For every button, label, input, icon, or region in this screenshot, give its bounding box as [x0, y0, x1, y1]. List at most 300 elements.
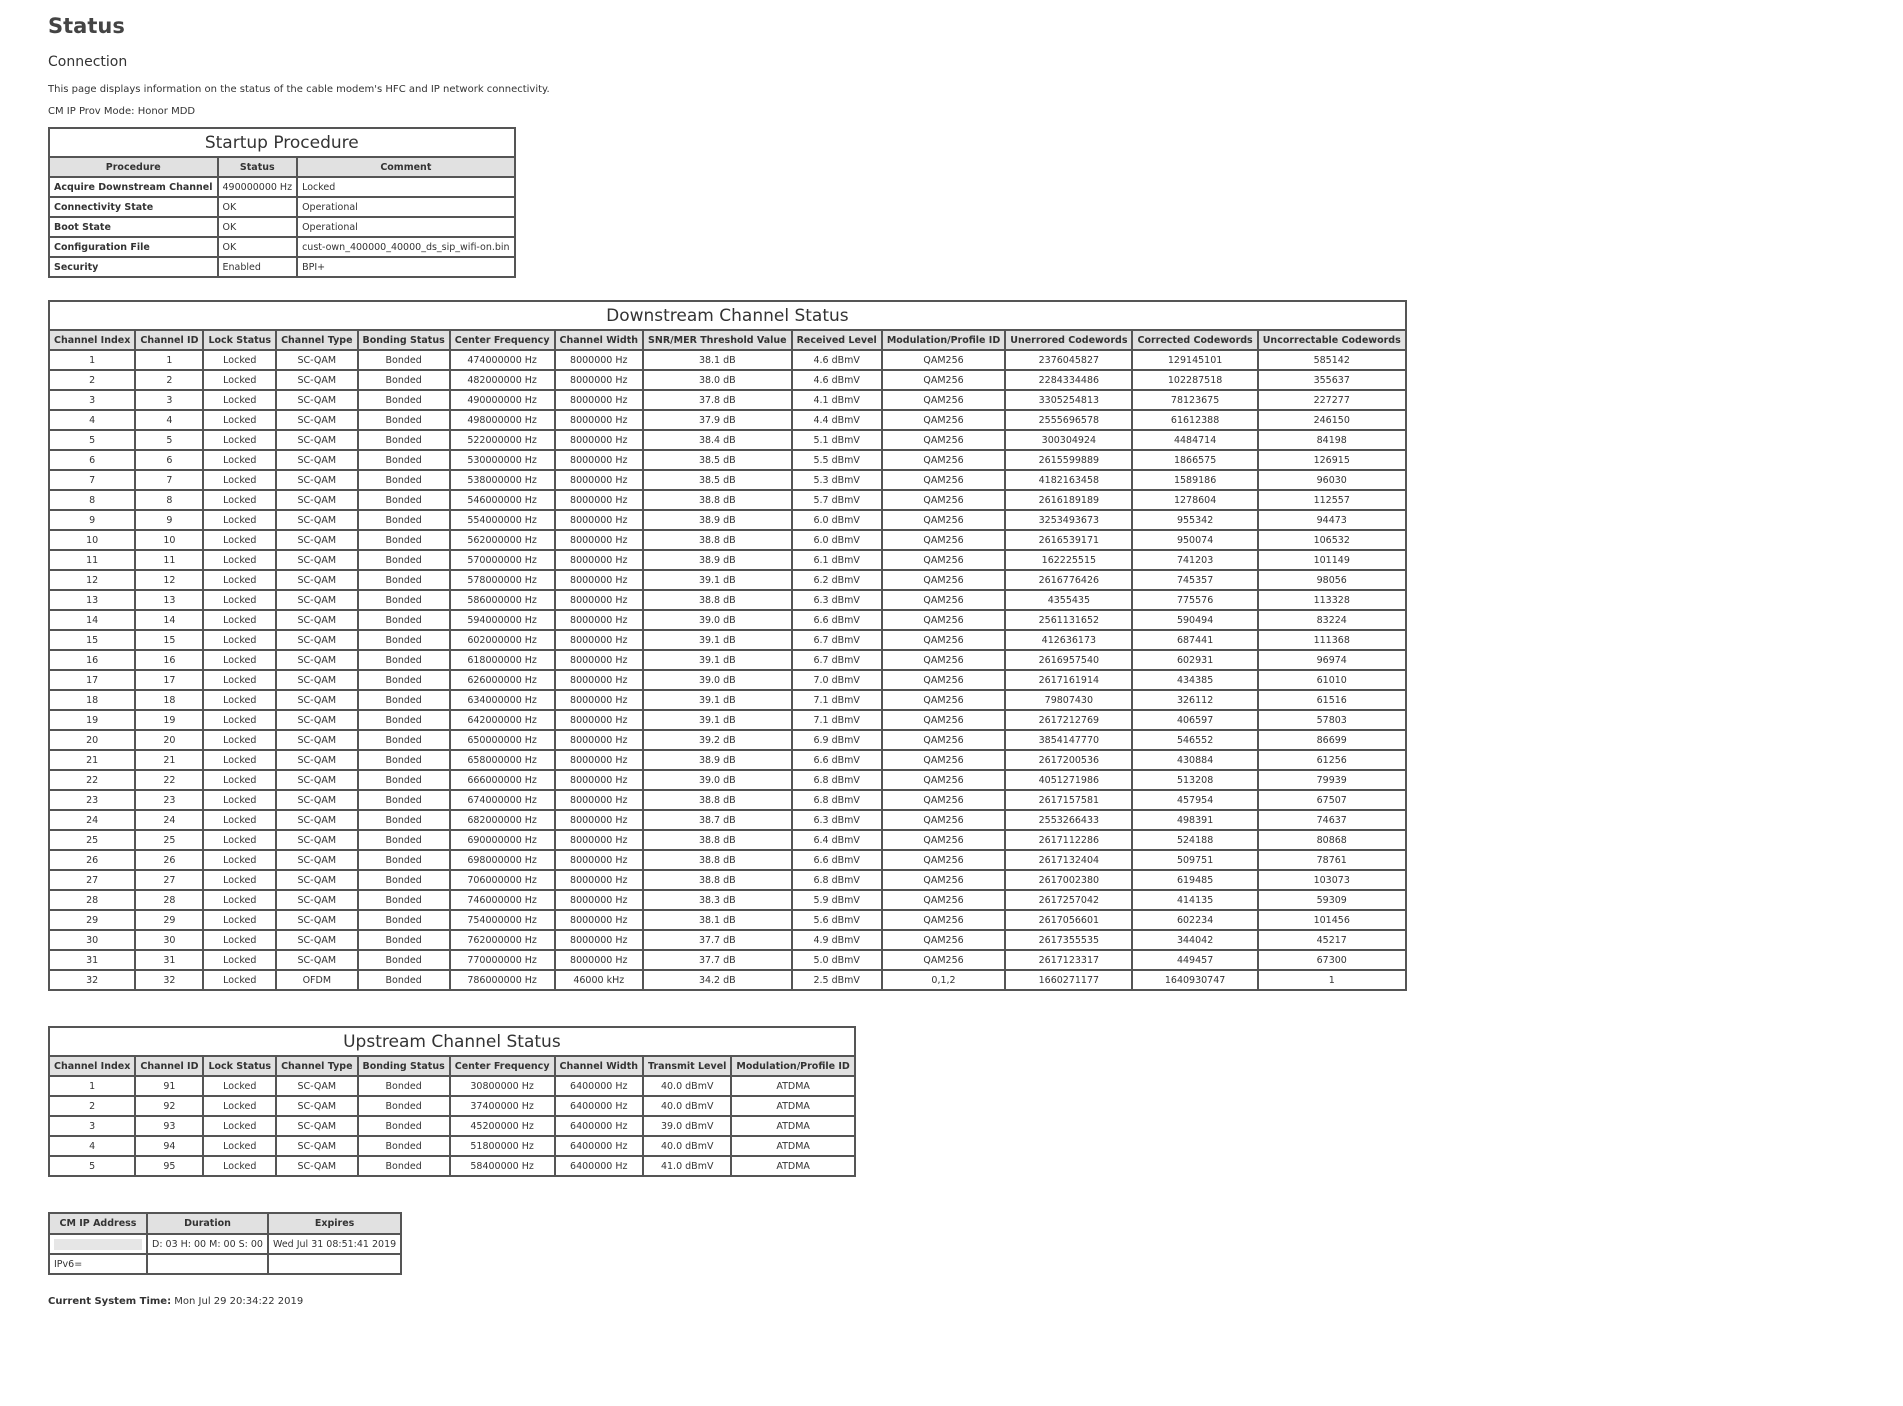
downstream-cell: 706000000 Hz: [450, 870, 555, 890]
downstream-cell: 1866575: [1132, 450, 1257, 470]
downstream-cell: 84198: [1258, 430, 1406, 450]
downstream-cell: Bonded: [358, 870, 450, 890]
downstream-cell: 498391: [1132, 810, 1257, 830]
downstream-cell: 490000000 Hz: [450, 390, 555, 410]
downstream-cell: SC-QAM: [276, 410, 357, 430]
downstream-cell: 8000000 Hz: [555, 710, 644, 730]
downstream-cell: 8000000 Hz: [555, 830, 644, 850]
downstream-cell: 6.0 dBmV: [792, 530, 882, 550]
table-row: [49, 350, 1406, 370]
downstream-cell: 37.9 dB: [643, 410, 792, 430]
downstream-cell: QAM256: [882, 530, 1005, 550]
downstream-cell: QAM256: [882, 610, 1005, 630]
downstream-cell: 2616539171: [1005, 530, 1132, 550]
downstream-cell: SC-QAM: [276, 430, 357, 450]
downstream-cell: 2553266433: [1005, 810, 1132, 830]
downstream-cell: Locked: [203, 930, 276, 950]
downstream-cell: 786000000 Hz: [450, 970, 555, 990]
table-row: [49, 850, 1406, 870]
downstream-cell: 8000000 Hz: [555, 530, 644, 550]
downstream-cell: QAM256: [882, 750, 1005, 770]
downstream-cell: Locked: [203, 970, 276, 990]
downstream-cell: 80868: [1258, 830, 1406, 850]
downstream-cell: 79939: [1258, 770, 1406, 790]
downstream-cell: 102287518: [1132, 370, 1257, 390]
downstream-cell: 8000000 Hz: [555, 770, 644, 790]
downstream-cell: 27: [135, 870, 203, 890]
downstream-cell: SC-QAM: [276, 790, 357, 810]
downstream-header-2: Lock Status: [203, 330, 276, 350]
downstream-cell: QAM256: [882, 850, 1005, 870]
downstream-cell: 4051271986: [1005, 770, 1132, 790]
downstream-cell: QAM256: [882, 570, 1005, 590]
downstream-cell: 355637: [1258, 370, 1406, 390]
downstream-cell: 15: [49, 630, 135, 650]
downstream-cell: 690000000 Hz: [450, 830, 555, 850]
table-row: [49, 790, 1406, 810]
downstream-cell: 530000000 Hz: [450, 450, 555, 470]
table-row: [49, 177, 515, 197]
downstream-cell: Bonded: [358, 770, 450, 790]
downstream-cell: 594000000 Hz: [450, 610, 555, 630]
startup-cell: Acquire Downstream Channel: [49, 177, 218, 197]
downstream-cell: 578000000 Hz: [450, 570, 555, 590]
downstream-cell: 16: [135, 650, 203, 670]
downstream-cell: 642000000 Hz: [450, 710, 555, 730]
downstream-cell: 775576: [1132, 590, 1257, 610]
downstream-cell: 762000000 Hz: [450, 930, 555, 950]
downstream-cell: Locked: [203, 810, 276, 830]
system-time-value: Mon Jul 29 20:34:22 2019: [174, 1296, 304, 1307]
downstream-cell: 8000000 Hz: [555, 910, 644, 930]
downstream-cell: 8000000 Hz: [555, 490, 644, 510]
downstream-cell: 522000000 Hz: [450, 430, 555, 450]
downstream-cell: 6.3 dBmV: [792, 810, 882, 830]
downstream-cell: QAM256: [882, 590, 1005, 610]
downstream-cell: Locked: [203, 550, 276, 570]
downstream-header-10: Unerrored Codewords: [1005, 330, 1132, 350]
downstream-cell: 39.1 dB: [643, 630, 792, 650]
upstream-cell: SC-QAM: [276, 1076, 357, 1096]
downstream-cell: 618000000 Hz: [450, 650, 555, 670]
downstream-cell: 8000000 Hz: [555, 670, 644, 690]
downstream-cell: 8000000 Hz: [555, 350, 644, 370]
downstream-cell: 13: [135, 590, 203, 610]
downstream-header-6: Channel Width: [555, 330, 644, 350]
downstream-cell: 7.0 dBmV: [792, 670, 882, 690]
downstream-cell: SC-QAM: [276, 610, 357, 630]
downstream-cell: Bonded: [358, 730, 450, 750]
downstream-cell: 9: [135, 510, 203, 530]
upstream-cell: SC-QAM: [276, 1096, 357, 1116]
downstream-cell: 546000000 Hz: [450, 490, 555, 510]
downstream-cell: 38.0 dB: [643, 370, 792, 390]
downstream-cell: SC-QAM: [276, 450, 357, 470]
downstream-cell: QAM256: [882, 790, 1005, 810]
downstream-cell: 326112: [1132, 690, 1257, 710]
downstream-cell: 28: [135, 890, 203, 910]
downstream-cell: 955342: [1132, 510, 1257, 530]
downstream-cell: 78761: [1258, 850, 1406, 870]
upstream-cell: Bonded: [358, 1136, 450, 1156]
downstream-cell: QAM256: [882, 770, 1005, 790]
downstream-cell: 38.3 dB: [643, 890, 792, 910]
downstream-cell: Locked: [203, 670, 276, 690]
table-row: [49, 970, 1406, 990]
downstream-cell: 2376045827: [1005, 350, 1132, 370]
downstream-cell: 38.8 dB: [643, 490, 792, 510]
upstream-cell: 93: [135, 1116, 203, 1136]
downstream-cell: 602234: [1132, 910, 1257, 930]
downstream-header-1: Channel ID: [135, 330, 203, 350]
downstream-cell: 31: [49, 950, 135, 970]
downstream-cell: 39.0 dB: [643, 670, 792, 690]
downstream-cell: Locked: [203, 790, 276, 810]
downstream-cell: 474000000 Hz: [450, 350, 555, 370]
downstream-cell: 31: [135, 950, 203, 970]
downstream-cell: 2: [135, 370, 203, 390]
table-row: [49, 1156, 855, 1176]
downstream-cell: 770000000 Hz: [450, 950, 555, 970]
downstream-cell: 8000000 Hz: [555, 610, 644, 630]
startup-cell: OK: [218, 197, 298, 217]
downstream-cell: 45217: [1258, 930, 1406, 950]
downstream-cell: QAM256: [882, 370, 1005, 390]
downstream-cell: 39.2 dB: [643, 730, 792, 750]
downstream-cell: QAM256: [882, 490, 1005, 510]
downstream-cell: SC-QAM: [276, 530, 357, 550]
downstream-cell: 39.0 dB: [643, 610, 792, 630]
downstream-cell: 3253493673: [1005, 510, 1132, 530]
upstream-header-7: Transmit Level: [643, 1056, 731, 1076]
upstream-cell: ATDMA: [731, 1156, 854, 1176]
downstream-cell: 8000000 Hz: [555, 690, 644, 710]
table-row: [49, 1234, 401, 1254]
startup-procedure-table: [48, 127, 516, 278]
downstream-cell: 2617200536: [1005, 750, 1132, 770]
downstream-cell: 29: [49, 910, 135, 930]
downstream-cell: 11: [135, 550, 203, 570]
downstream-cell: QAM256: [882, 950, 1005, 970]
downstream-cell: 682000000 Hz: [450, 810, 555, 830]
upstream-cell: 2: [49, 1096, 135, 1116]
downstream-cell: 19: [49, 710, 135, 730]
downstream-cell: 67507: [1258, 790, 1406, 810]
downstream-cell: 9: [49, 510, 135, 530]
downstream-cell: 24: [49, 810, 135, 830]
downstream-cell: 5.6 dBmV: [792, 910, 882, 930]
downstream-cell: 20: [135, 730, 203, 750]
downstream-cell: 30: [135, 930, 203, 950]
downstream-cell: 29: [135, 910, 203, 930]
downstream-cell: SC-QAM: [276, 550, 357, 570]
downstream-cell: 30: [49, 930, 135, 950]
downstream-cell: Bonded: [358, 830, 450, 850]
downstream-cell: Bonded: [358, 550, 450, 570]
downstream-cell: 2555696578: [1005, 410, 1132, 430]
downstream-cell: 482000000 Hz: [450, 370, 555, 390]
downstream-cell: 2617355535: [1005, 930, 1132, 950]
downstream-cell: 129145101: [1132, 350, 1257, 370]
downstream-cell: 2: [49, 370, 135, 390]
upstream-cell: 6400000 Hz: [555, 1096, 644, 1116]
downstream-cell: Bonded: [358, 590, 450, 610]
downstream-cell: 6.7 dBmV: [792, 630, 882, 650]
downstream-cell: 6.3 dBmV: [792, 590, 882, 610]
table-row: [49, 630, 1406, 650]
downstream-cell: Bonded: [358, 710, 450, 730]
startup-cell: 490000000 Hz: [218, 177, 298, 197]
table-row: [49, 470, 1406, 490]
downstream-cell: Locked: [203, 950, 276, 970]
startup-cell: Boot State: [49, 217, 218, 237]
downstream-cell: 513208: [1132, 770, 1257, 790]
downstream-cell: 103073: [1258, 870, 1406, 890]
downstream-cell: 94473: [1258, 510, 1406, 530]
downstream-cell: 1: [135, 350, 203, 370]
downstream-cell: 344042: [1132, 930, 1257, 950]
downstream-cell: 414135: [1132, 890, 1257, 910]
downstream-cell: 2617112286: [1005, 830, 1132, 850]
downstream-cell: QAM256: [882, 730, 1005, 750]
downstream-header-5: Center Frequency: [450, 330, 555, 350]
downstream-cell: 8000000 Hz: [555, 810, 644, 830]
downstream-cell: Locked: [203, 870, 276, 890]
table-row: [49, 550, 1406, 570]
downstream-header-12: Uncorrectable Codewords: [1258, 330, 1406, 350]
downstream-cell: Locked: [203, 710, 276, 730]
downstream-cell: SC-QAM: [276, 370, 357, 390]
downstream-cell: 5.1 dBmV: [792, 430, 882, 450]
table-row: [49, 690, 1406, 710]
downstream-cell: 46000 kHz: [555, 970, 644, 990]
downstream-cell: 412636173: [1005, 630, 1132, 650]
redacted-ip-address: [54, 1239, 142, 1250]
downstream-cell: 7: [135, 470, 203, 490]
table-row: [49, 1076, 855, 1096]
downstream-cell: 83224: [1258, 610, 1406, 630]
table-row: [49, 590, 1406, 610]
table-row: [49, 197, 515, 217]
downstream-cell: 538000000 Hz: [450, 470, 555, 490]
downstream-cell: 14: [135, 610, 203, 630]
downstream-cell: 3305254813: [1005, 390, 1132, 410]
downstream-cell: 602000000 Hz: [450, 630, 555, 650]
downstream-cell: SC-QAM: [276, 650, 357, 670]
downstream-cell: Bonded: [358, 910, 450, 930]
table-row: [49, 670, 1406, 690]
upstream-header-0: Channel Index: [49, 1056, 135, 1076]
downstream-cell: 7: [49, 470, 135, 490]
downstream-cell: QAM256: [882, 550, 1005, 570]
cmip-header-0: CM IP Address: [49, 1213, 147, 1234]
downstream-cell: Bonded: [358, 510, 450, 530]
system-time-label: Current System Time:: [48, 1296, 172, 1307]
downstream-cell: 23: [135, 790, 203, 810]
table-row: [49, 890, 1406, 910]
downstream-cell: SC-QAM: [276, 390, 357, 410]
upstream-cell: 40.0 dBmV: [643, 1136, 731, 1156]
downstream-cell: 38.5 dB: [643, 450, 792, 470]
startup-cell: Security: [49, 257, 218, 277]
downstream-cell: SC-QAM: [276, 890, 357, 910]
downstream-cell: 8000000 Hz: [555, 650, 644, 670]
table-header-row: [49, 1213, 401, 1234]
table-row: [49, 810, 1406, 830]
downstream-cell: SC-QAM: [276, 510, 357, 530]
upstream-cell: ATDMA: [731, 1076, 854, 1096]
downstream-cell: 4.9 dBmV: [792, 930, 882, 950]
downstream-cell: SC-QAM: [276, 750, 357, 770]
table-row: [49, 490, 1406, 510]
downstream-cell: Locked: [203, 610, 276, 630]
downstream-cell: 5.3 dBmV: [792, 470, 882, 490]
downstream-cell: 6.8 dBmV: [792, 790, 882, 810]
downstream-cell: 8000000 Hz: [555, 550, 644, 570]
startup-cell: OK: [218, 237, 298, 257]
downstream-cell: 8: [49, 490, 135, 510]
downstream-cell: 39.1 dB: [643, 690, 792, 710]
downstream-cell: 524188: [1132, 830, 1257, 850]
upstream-cell: ATDMA: [731, 1096, 854, 1116]
downstream-cell: 13: [49, 590, 135, 610]
downstream-cell: 619485: [1132, 870, 1257, 890]
upstream-header-2: Lock Status: [203, 1056, 276, 1076]
page-description: This page displays information on the status of the cable modem's HFC and IP network connectivity.: [48, 84, 550, 95]
downstream-cell: 27: [49, 870, 135, 890]
downstream-channel-table: [48, 300, 1407, 991]
upstream-cell: 30800000 Hz: [450, 1076, 555, 1096]
downstream-cell: 585142: [1258, 350, 1406, 370]
downstream-cell: 3: [135, 390, 203, 410]
prov-mode: CM IP Prov Mode: Honor MDD: [48, 106, 196, 117]
downstream-cell: 17: [135, 670, 203, 690]
upstream-cell: 92: [135, 1096, 203, 1116]
table-row: [49, 750, 1406, 770]
downstream-cell: QAM256: [882, 910, 1005, 930]
downstream-cell: Bonded: [358, 670, 450, 690]
downstream-cell: 8000000 Hz: [555, 890, 644, 910]
downstream-cell: 10: [135, 530, 203, 550]
downstream-cell: 38.8 dB: [643, 530, 792, 550]
downstream-cell: 22: [135, 770, 203, 790]
cm-ip-address-value: [49, 1234, 147, 1254]
upstream-cell: Locked: [203, 1156, 276, 1176]
downstream-cell: QAM256: [882, 690, 1005, 710]
downstream-cell: 6.8 dBmV: [792, 870, 882, 890]
downstream-cell: SC-QAM: [276, 850, 357, 870]
downstream-cell: 162225515: [1005, 550, 1132, 570]
table-row: [49, 650, 1406, 670]
downstream-cell: 3854147770: [1005, 730, 1132, 750]
downstream-cell: Locked: [203, 530, 276, 550]
downstream-cell: 38.7 dB: [643, 810, 792, 830]
downstream-cell: 38.4 dB: [643, 430, 792, 450]
table-row: [49, 370, 1406, 390]
downstream-cell: 7.1 dBmV: [792, 710, 882, 730]
upstream-cell: 37400000 Hz: [450, 1096, 555, 1116]
downstream-cell: 111368: [1258, 630, 1406, 650]
downstream-cell: 8000000 Hz: [555, 930, 644, 950]
downstream-cell: 4484714: [1132, 430, 1257, 450]
downstream-cell: 6.0 dBmV: [792, 510, 882, 530]
downstream-cell: 586000000 Hz: [450, 590, 555, 610]
downstream-cell: QAM256: [882, 510, 1005, 530]
table-row: [49, 930, 1406, 950]
table-row: [49, 910, 1406, 930]
upstream-cell: 94: [135, 1136, 203, 1156]
downstream-cell: 38.8 dB: [643, 590, 792, 610]
upstream-cell: Bonded: [358, 1156, 450, 1176]
downstream-cell: 32: [135, 970, 203, 990]
downstream-cell: 24: [135, 810, 203, 830]
downstream-cell: 5.7 dBmV: [792, 490, 882, 510]
downstream-cell: 8000000 Hz: [555, 630, 644, 650]
downstream-cell: 38.9 dB: [643, 550, 792, 570]
downstream-cell: Locked: [203, 490, 276, 510]
downstream-cell: Locked: [203, 890, 276, 910]
downstream-cell: 666000000 Hz: [450, 770, 555, 790]
downstream-cell: 3: [49, 390, 135, 410]
downstream-cell: QAM256: [882, 890, 1005, 910]
downstream-cell: QAM256: [882, 870, 1005, 890]
downstream-header-0: Channel Index: [49, 330, 135, 350]
downstream-cell: QAM256: [882, 650, 1005, 670]
downstream-cell: 300304924: [1005, 430, 1132, 450]
downstream-cell: QAM256: [882, 670, 1005, 690]
downstream-cell: 61612388: [1132, 410, 1257, 430]
downstream-cell: 1589186: [1132, 470, 1257, 490]
downstream-cell: Locked: [203, 350, 276, 370]
downstream-cell: 950074: [1132, 530, 1257, 550]
downstream-cell: 10: [49, 530, 135, 550]
downstream-cell: Bonded: [358, 490, 450, 510]
downstream-cell: SC-QAM: [276, 830, 357, 850]
downstream-cell: 1660271177: [1005, 970, 1132, 990]
downstream-cell: 2616189189: [1005, 490, 1132, 510]
downstream-cell: 98056: [1258, 570, 1406, 590]
downstream-cell: 7.1 dBmV: [792, 690, 882, 710]
downstream-cell: 6.2 dBmV: [792, 570, 882, 590]
downstream-cell: 6.6 dBmV: [792, 750, 882, 770]
downstream-cell: 6.9 dBmV: [792, 730, 882, 750]
downstream-cell: 106532: [1258, 530, 1406, 550]
downstream-cell: 112557: [1258, 490, 1406, 510]
startup-cell: Operational: [297, 217, 515, 237]
downstream-cell: 2617056601: [1005, 910, 1132, 930]
downstream-cell: Bonded: [358, 650, 450, 670]
downstream-cell: Bonded: [358, 850, 450, 870]
startup-cell: cust-own_400000_40000_ds_sip_wifi-on.bin: [297, 237, 515, 257]
downstream-cell: 406597: [1132, 710, 1257, 730]
downstream-cell: 2615599889: [1005, 450, 1132, 470]
startup-cell: Operational: [297, 197, 515, 217]
downstream-cell: 79807430: [1005, 690, 1132, 710]
downstream-cell: 86699: [1258, 730, 1406, 750]
downstream-cell: Bonded: [358, 630, 450, 650]
downstream-cell: SC-QAM: [276, 590, 357, 610]
downstream-cell: 2617132404: [1005, 850, 1132, 870]
upstream-cell: SC-QAM: [276, 1136, 357, 1156]
downstream-cell: 39.0 dB: [643, 770, 792, 790]
downstream-cell: 4: [49, 410, 135, 430]
downstream-cell: 8000000 Hz: [555, 430, 644, 450]
downstream-cell: Locked: [203, 910, 276, 930]
cmip-header-2: Expires: [268, 1213, 401, 1234]
downstream-cell: Locked: [203, 730, 276, 750]
downstream-cell: 6.6 dBmV: [792, 610, 882, 630]
downstream-cell: 38.9 dB: [643, 750, 792, 770]
